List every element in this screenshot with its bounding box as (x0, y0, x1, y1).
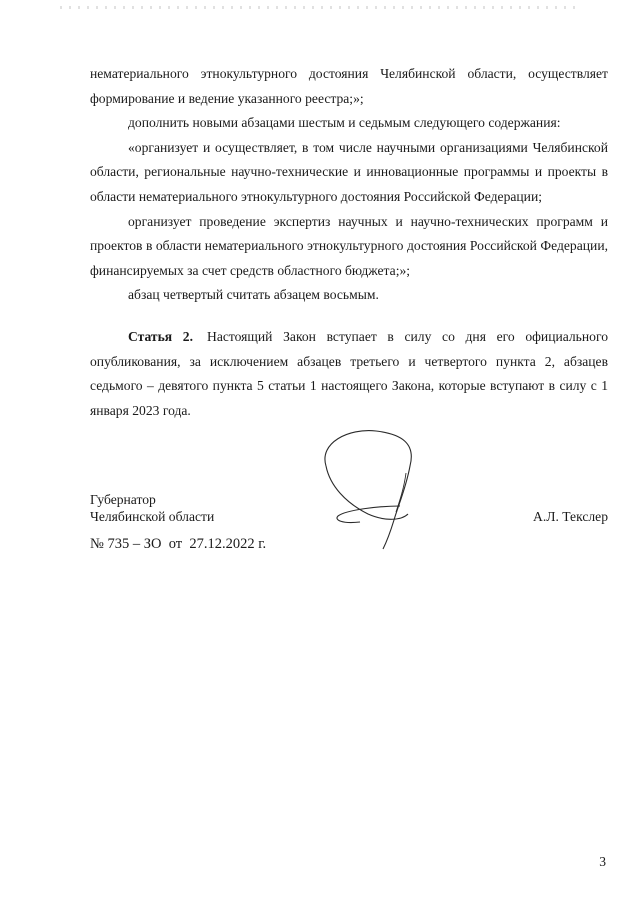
article-2 (90, 325, 608, 423)
article-label: Статья 2. (128, 328, 193, 344)
signer-title-line1: Губернатор (90, 492, 156, 507)
scan-artifact (60, 6, 580, 9)
article-text: Настоящий Закон вступает в силу со дня его официального опубликования, за исключением абзацев третьего и четвертого пункта 2, абзацев седьмого – девятого пункта 5 статьи 1 настоящего Закона, которые вступают в силу с 1 января 2023 года. (90, 328, 608, 418)
handwritten-signature (316, 428, 426, 550)
paragraph-renumbering: абзац четвертый считать абзацем восьмым. (128, 287, 379, 303)
paragraph-new-sixth: «организует и осуществляет, в том числе научными организациями Челябинской области, региональные научно-технические и инновационные программы и проекты в области нематериального этнокультурного достояния Российской Федерации; (90, 139, 608, 204)
paragraph-amendment-intro: дополнить новыми абзацами шестым и седьмым следующего содержания: (128, 115, 561, 131)
document-body (90, 62, 608, 423)
law-number-and-date: № 735 – ЗО от 27.12.2022 г. (90, 536, 267, 552)
paragraph-continuation: нематериального этнокультурного достояния Челябинской области, осуществляет формирование и ведение указанного реестра;»; (90, 66, 608, 106)
signer-title (90, 491, 214, 525)
paragraph-new-seventh: организует проведение экспертиз научных и научно-технических программ и проектов в области нематериального этнокультурного достояния Российской Федерации, финансируемых за счет средств областного бюджета;»; (90, 213, 608, 278)
signer-name: А.Л. Текслер (533, 509, 608, 524)
signer-title-line2: Челябинской области (90, 509, 215, 524)
page-number: 3 (599, 854, 606, 869)
